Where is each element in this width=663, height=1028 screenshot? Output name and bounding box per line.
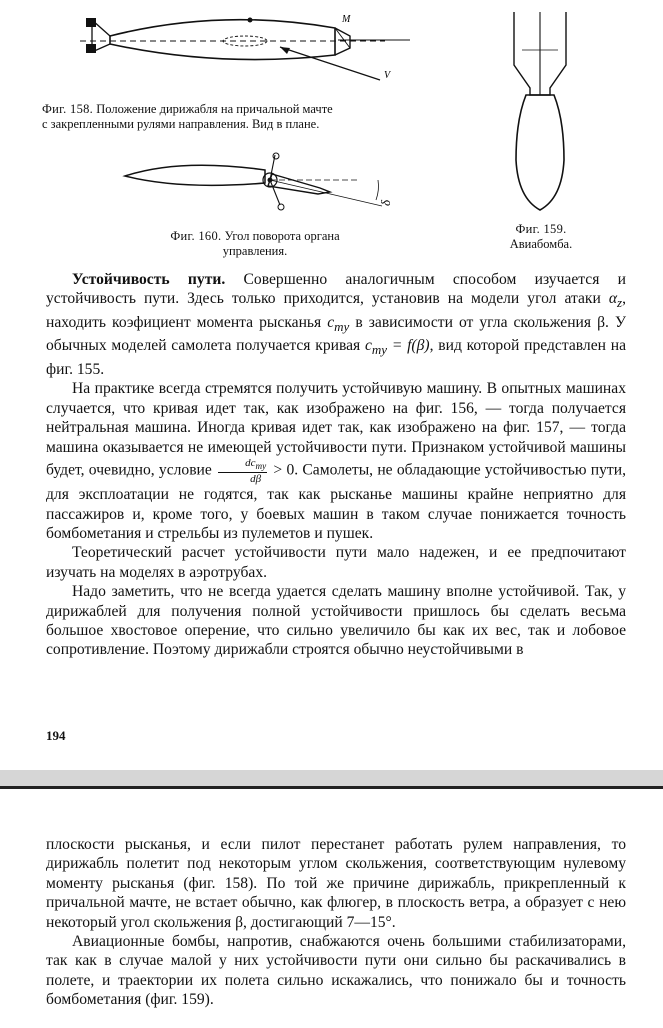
fig160-label-delta: δ	[378, 199, 393, 206]
paragraph-practice	[46, 379, 626, 543]
alpha-letter: α	[608, 290, 618, 308]
text-run: , вид которой представлен на фиг. 155.	[46, 337, 626, 378]
paragraph-aviation-bombs: Авиационные бомбы, напротив, снабжаются очень большими стабилизаторами, так как в случае малой у них устойчивости пути они сильно бы раскачивались в полете, и траектории их полета сильно искажались, что понижало бы и точность бомбометания (фиг. 159).	[46, 933, 626, 1009]
fig160-caption-line1: Угол поворота органа	[224, 229, 340, 243]
fig160-number: Фиг. 160.	[170, 229, 222, 243]
paragraph-airships: Надо заметить, что не всегда удается сделать машину вполне устойчивой. Так, у дирижаблей для получения полной устойчивости пришлось бы сделать весьма большое хвостовое оперение, что сильно увеличило бы как их вес, так и лобовое сопротивление. Поэтому дирижабли строятся обычно неустойчивыми в	[46, 583, 626, 659]
fig158-number: Фиг. 158.	[42, 102, 94, 116]
figure-159-aviation-bomb	[500, 10, 580, 215]
fraction-denominator: dβ	[250, 473, 262, 486]
fig158-caption-line1: Положение дирижабля на причальной мачте	[96, 102, 333, 116]
inequality: > 0.	[269, 461, 299, 479]
formula-subscript: my	[371, 342, 388, 358]
fig159-number: Фиг. 159.	[515, 222, 567, 236]
page-number: 194	[46, 728, 66, 743]
page-194-body-text	[46, 270, 626, 660]
alpha-subscript: z	[617, 295, 623, 311]
numerator-subscript: my	[255, 461, 267, 472]
text-run: Самолеты, не обладающие устойчивостью пути, для эксплоатации не годятся, так как рысканье машины крайне неприятно для пассажиров и, кроме того, у боевых машин в таком случае понижается точность бомбометания и стрельбы из пулеметов и пушек.	[46, 461, 626, 542]
page-195	[0, 789, 663, 1028]
fig160-caption-line2: управления.	[222, 244, 288, 258]
fig159-caption	[486, 222, 596, 252]
cmy-symbol	[327, 313, 350, 335]
fig159-caption-line2: Авиабомба.	[509, 237, 573, 251]
page-195-body-text	[46, 835, 626, 1010]
text-run: Совершенно аналогичным способом изучается и устойчивость пути. Здесь только приходится, установив на модели угол атаки	[46, 271, 626, 308]
formula-rest: = f(β)	[387, 337, 430, 355]
paragraph-theoretical-calc: Теоретический расчет устойчивости пути мало надежен, и ее предпочитают изучать на моделях в аэротрубах.	[46, 544, 626, 581]
figure-160-control-angle-diagram	[120, 150, 400, 220]
cmy-formula	[364, 337, 430, 358]
alpha-symbol	[608, 290, 623, 311]
fig158-label-m: M	[342, 14, 351, 25]
page-gap	[0, 770, 663, 786]
fig158-label-v: V	[384, 70, 391, 81]
paragraph-yaw-plane: плоскости рысканья, и если пилот перестанет работать рулем направления, то дирижабль полетит под некоторым углом скольжения, соответствующим нулевому моменту рысканья (фиг. 158). По той же причине дирижабль, прикрепленный к причальной мачте, не встает обычно, как флюгер, в плоскость ветра, а образует с нею некоторый угол скольжения β, достигающий 7—15°.	[46, 836, 626, 931]
section-heading: Устойчивость пути.	[72, 271, 226, 288]
paragraph-path-stability	[46, 270, 626, 379]
fraction-numerator	[218, 457, 267, 473]
cmy-subscript: my	[334, 319, 350, 335]
fig160-caption	[130, 229, 380, 259]
text-run: в зависимости от угла скольжения β. У обычных моделей самолета получается кривая	[46, 313, 626, 355]
formula-letter: c	[364, 337, 372, 355]
text-run: На практике всегда стремятся получить устойчивую машину. В опытных машинах случается, что кривая идет так, как изображено на фиг. 156, — тогда получается нейтральная машина. Иногда кривая идет так, как изображено на фиг. 157, — тогда машина оказывается не имеющей устойчивости пути. Признаком устойчивой машины будет, очевидно, условие	[46, 380, 626, 479]
figure-158-airship-diagram	[80, 10, 420, 105]
numerator-text: dc	[245, 456, 256, 469]
derivative-fraction	[218, 457, 267, 485]
fig158-caption	[42, 102, 462, 132]
cmy-letter: c	[327, 313, 335, 331]
fig158-caption-line2: с закрепленными рулями направления. Вид в плане.	[42, 117, 320, 131]
text-run: , находить коэфициент момента рысканья	[46, 290, 626, 331]
